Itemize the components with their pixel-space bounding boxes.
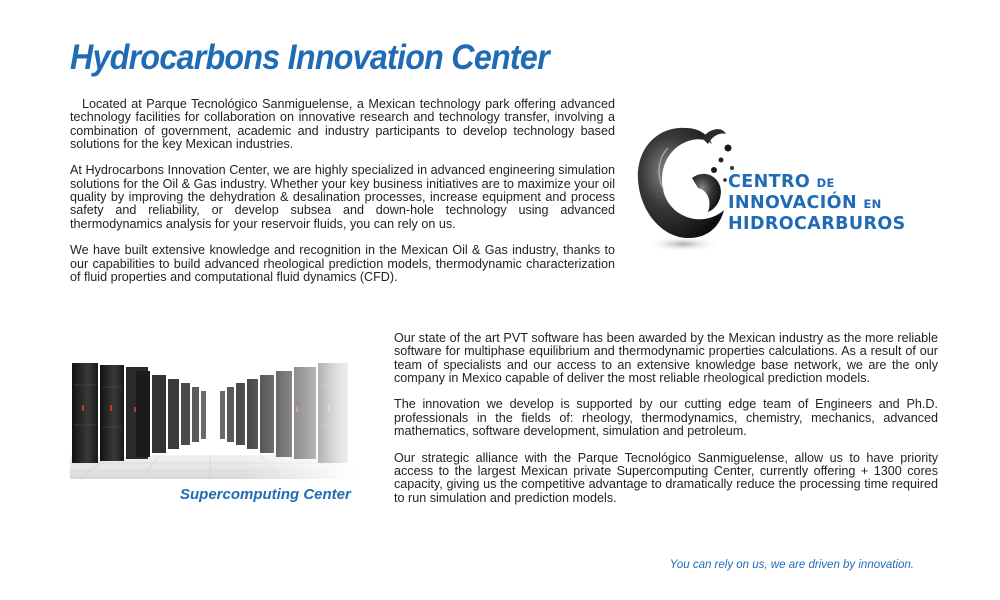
- logo-word: CENTRO: [728, 172, 811, 192]
- centro-innovacion-logo: [628, 118, 948, 258]
- supercomputing-paragraph: Our state of the art PVT software has been awarded by the Mexican industry as the more reliable software for multiphase equilibrium and thermodynamic properties calculations. As a result of our team of specialists and our access to an extensive knowledge base network, we are the only company in Mexico capable of deliver the most reliable rheological prediction models.: [394, 331, 938, 385]
- intro-paragraph: Located at Parque Tecnológico Sanmiguelense, a Mexican technology park offering advanced technology facilities for collaboration on innovative research and technology transfer, involving a combination of government, academic and industry participants to develop technology based solutions for the key Mexican industries.: [70, 97, 615, 151]
- logo-word: EN: [863, 197, 882, 211]
- logo-wordmark: [728, 172, 906, 234]
- supercomputing-caption: Supercomputing Center: [180, 486, 351, 503]
- footer-tagline: You can rely on us, we are driven by innovation.: [669, 559, 914, 571]
- intro-paragraph: At Hydrocarbons Innovation Center, we are highly specialized in advanced engineering simulation solutions for the Oil & Gas industry. Whether your key business initiatives are to maximize your oil quality by improving the dehydration & desalination processes, increase equipment and process safety and reliability, or develop subsea and down-hole technology using advanced thermodynamics analysis for your reservoir fluids, you can rely on us.: [70, 163, 615, 231]
- intro-section: [70, 98, 615, 297]
- supercomputer-racks-image: [70, 355, 356, 479]
- page-title: Hydrocarbons Innovation Center: [70, 38, 549, 77]
- logo-word: HIDROCARBUROS: [728, 214, 906, 234]
- logo-word: DE: [816, 176, 835, 190]
- supercomputing-section: [394, 332, 938, 518]
- ink-splash-logo-icon: [628, 118, 738, 258]
- supercomputing-paragraph: Our strategic alliance with the Parque Tecnológico Sanmiguelense, allow us to have priority access to the largest Mexican private Supercomputing Center, currently offering + 1300 cores capacity, giving us the competitive advantage to dramatically reduce the processing time required to run simulation and prediction models.: [394, 450, 938, 505]
- supercomputing-paragraph: The innovation we develop is supported by our cutting edge team of Engineers and Ph.D. professionals in the fields of: rheology, thermodynamics, chemistry, mechanics, advanced mathematics, software development, simulation and petroleum.: [394, 397, 938, 439]
- intro-paragraph: We have built extensive knowledge and recognition in the Mexican Oil & Gas industry, thanks to our capabilities to build advanced rheological prediction models, thermodynamic characterization of fluid properties and computational fluid dynamics (CFD).: [70, 243, 615, 284]
- logo-word: INNOVACIÓN: [728, 193, 857, 213]
